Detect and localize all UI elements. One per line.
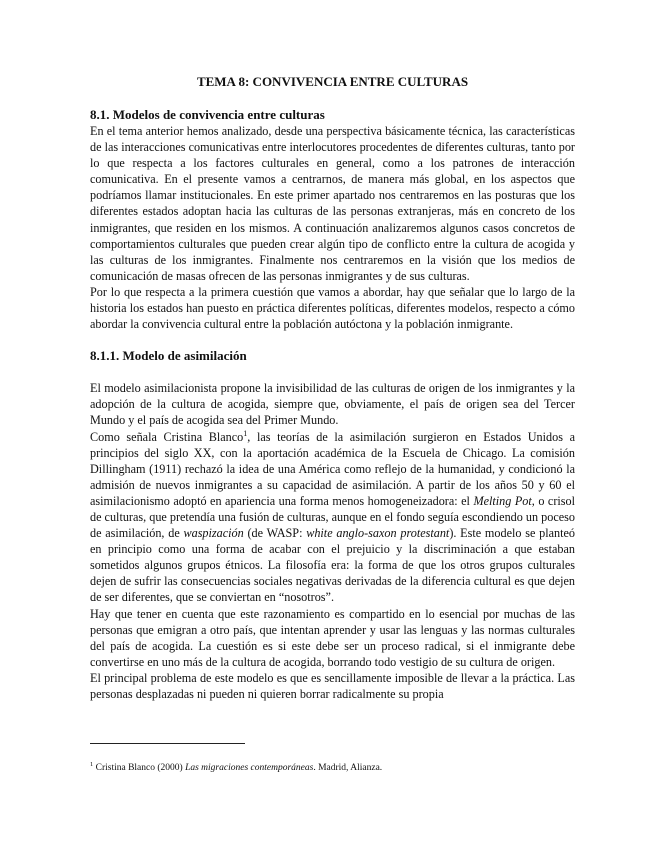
subsection-heading: 8.1.1. Modelo de asimilación bbox=[90, 348, 247, 364]
footnote-reference[interactable]: 1 bbox=[243, 428, 248, 438]
section-paragraph-1: En el tema anterior hemos analizado, desde una perspectiva básicamente técnica, las características de las interacciones comunicativas entre interlocutores procedentes de diferentes culturas, tanto por lo que respecta a los factores culturales en general, como a los patrones de interacción comunicativa. En el presente vamos a centrarnos, de manera más global, en los aspectos que podríamos llamar institucionales. En este primer apartado nos centraremos en las posturas que los diferentes estados adoptan hacia las culturas de las personas extranjeras, más en concreto de los inmigrantes, que residen en los mismos. A continuación analizaremos algunos casos concretos de comportamientos culturales que pueden crear algún tipo de conflicto entre la cultura de acogida y las culturas de los inmigrantes. Finalmente nos centraremos en la visión que los medios de comunicación de masas ofrecen de las personas inmigrantes y de sus culturas. bbox=[90, 124, 575, 283]
subsection-paragraph-1: El modelo asimilacionista propone la invisibilidad de las culturas de origen de los inmigrantes y la adopción de la cultura de acogida, siempre que, obviamente, el país de origen sea del Tercer Mundo y el país de acogida sea del Primer Mundo. bbox=[90, 381, 575, 428]
footnote-number: 1 bbox=[90, 760, 94, 768]
italic-term: waspización bbox=[183, 526, 244, 541]
subsection-paragraph-3: Hay que tener en cuenta que este razonamiento es compartido en lo esencial por muchas de las personas que emigran a otro país, que intentan aprender y usar las lenguas y las normas culturales del país de acogida. La cuestión es si este debe ser un proceso radical, si el inmigrante debe convertirse en uno más de la cultura de acogida, borrando todo vestigio de su cultura de origen. bbox=[90, 606, 575, 669]
document-page bbox=[90, 74, 575, 702]
text-run: (de WASP: bbox=[243, 526, 307, 541]
subsection-paragraph-4: El principal problema de este modelo es que es sencillamente imposible de llevar a la práctica. Las personas desplazadas ni pueden ni quieren borrar radicalmente su propia bbox=[90, 670, 575, 701]
text-run: Como señala Cristina Blanco bbox=[90, 429, 244, 444]
italic-term: white anglo-saxon protestant bbox=[306, 526, 450, 541]
document-title: TEMA 8: CONVIVENCIA ENTRE CULTURAS bbox=[196, 74, 469, 89]
footnote-publisher: . Madrid, Alianza. bbox=[313, 763, 383, 773]
italic-term: Melting Pot bbox=[473, 493, 532, 508]
section-paragraph-2: Por lo que respecta a la primera cuestión que vamos a abordar, hay que señalar que lo largo de la historia los estados han puesto en práctica diferentes políticas, diferentes modelos, respecto a cómo abordar la convivencia cultural entre la población autóctona y la población inmigrante. bbox=[90, 284, 575, 332]
footnote bbox=[90, 762, 575, 774]
footnote-work-title: Las migraciones contemporáneas bbox=[185, 763, 314, 773]
footnote-author: Cristina Blanco (2000) bbox=[93, 763, 186, 773]
subsection-paragraph-2 bbox=[90, 429, 575, 606]
footnote-separator bbox=[90, 743, 245, 744]
text-run: ). Este modelo se planteó en principio como una forma de acabar con el prejuicio y la discriminación a que estaban sometidos algunos grupos étnicos. La filosofía era: la forma de que los otros grupos culturales dejen de sufrir las consecuencias sociales negativas derivadas de la diferencia cultural es que dejen de ser diferentes, que se conviertan en “nosotros”. bbox=[90, 526, 575, 605]
section-heading: 8.1. Modelos de convivencia entre culturas bbox=[90, 107, 325, 122]
text-run: , las teorías de la asimilación surgieron en Estados Unidos a principios del siglo XX, con la aportación académica de la Escuela de Chicago. La comisión Dillingham (1911) rechazó la idea de una América como reflejo de la humanidad, y condicionó la admisión de nuevos inmigrantes a su capacidad de asimilación. A partir de los años 50 y 60 el asimilacionismo adoptó en apariencia una forma menos homogeneizadora: el bbox=[90, 429, 575, 508]
text-run: , o crisol de culturas, que pretendía una fusión de culturas, aunque en el fondo seguía escondiendo un poceso de asimilación, de bbox=[90, 493, 576, 541]
